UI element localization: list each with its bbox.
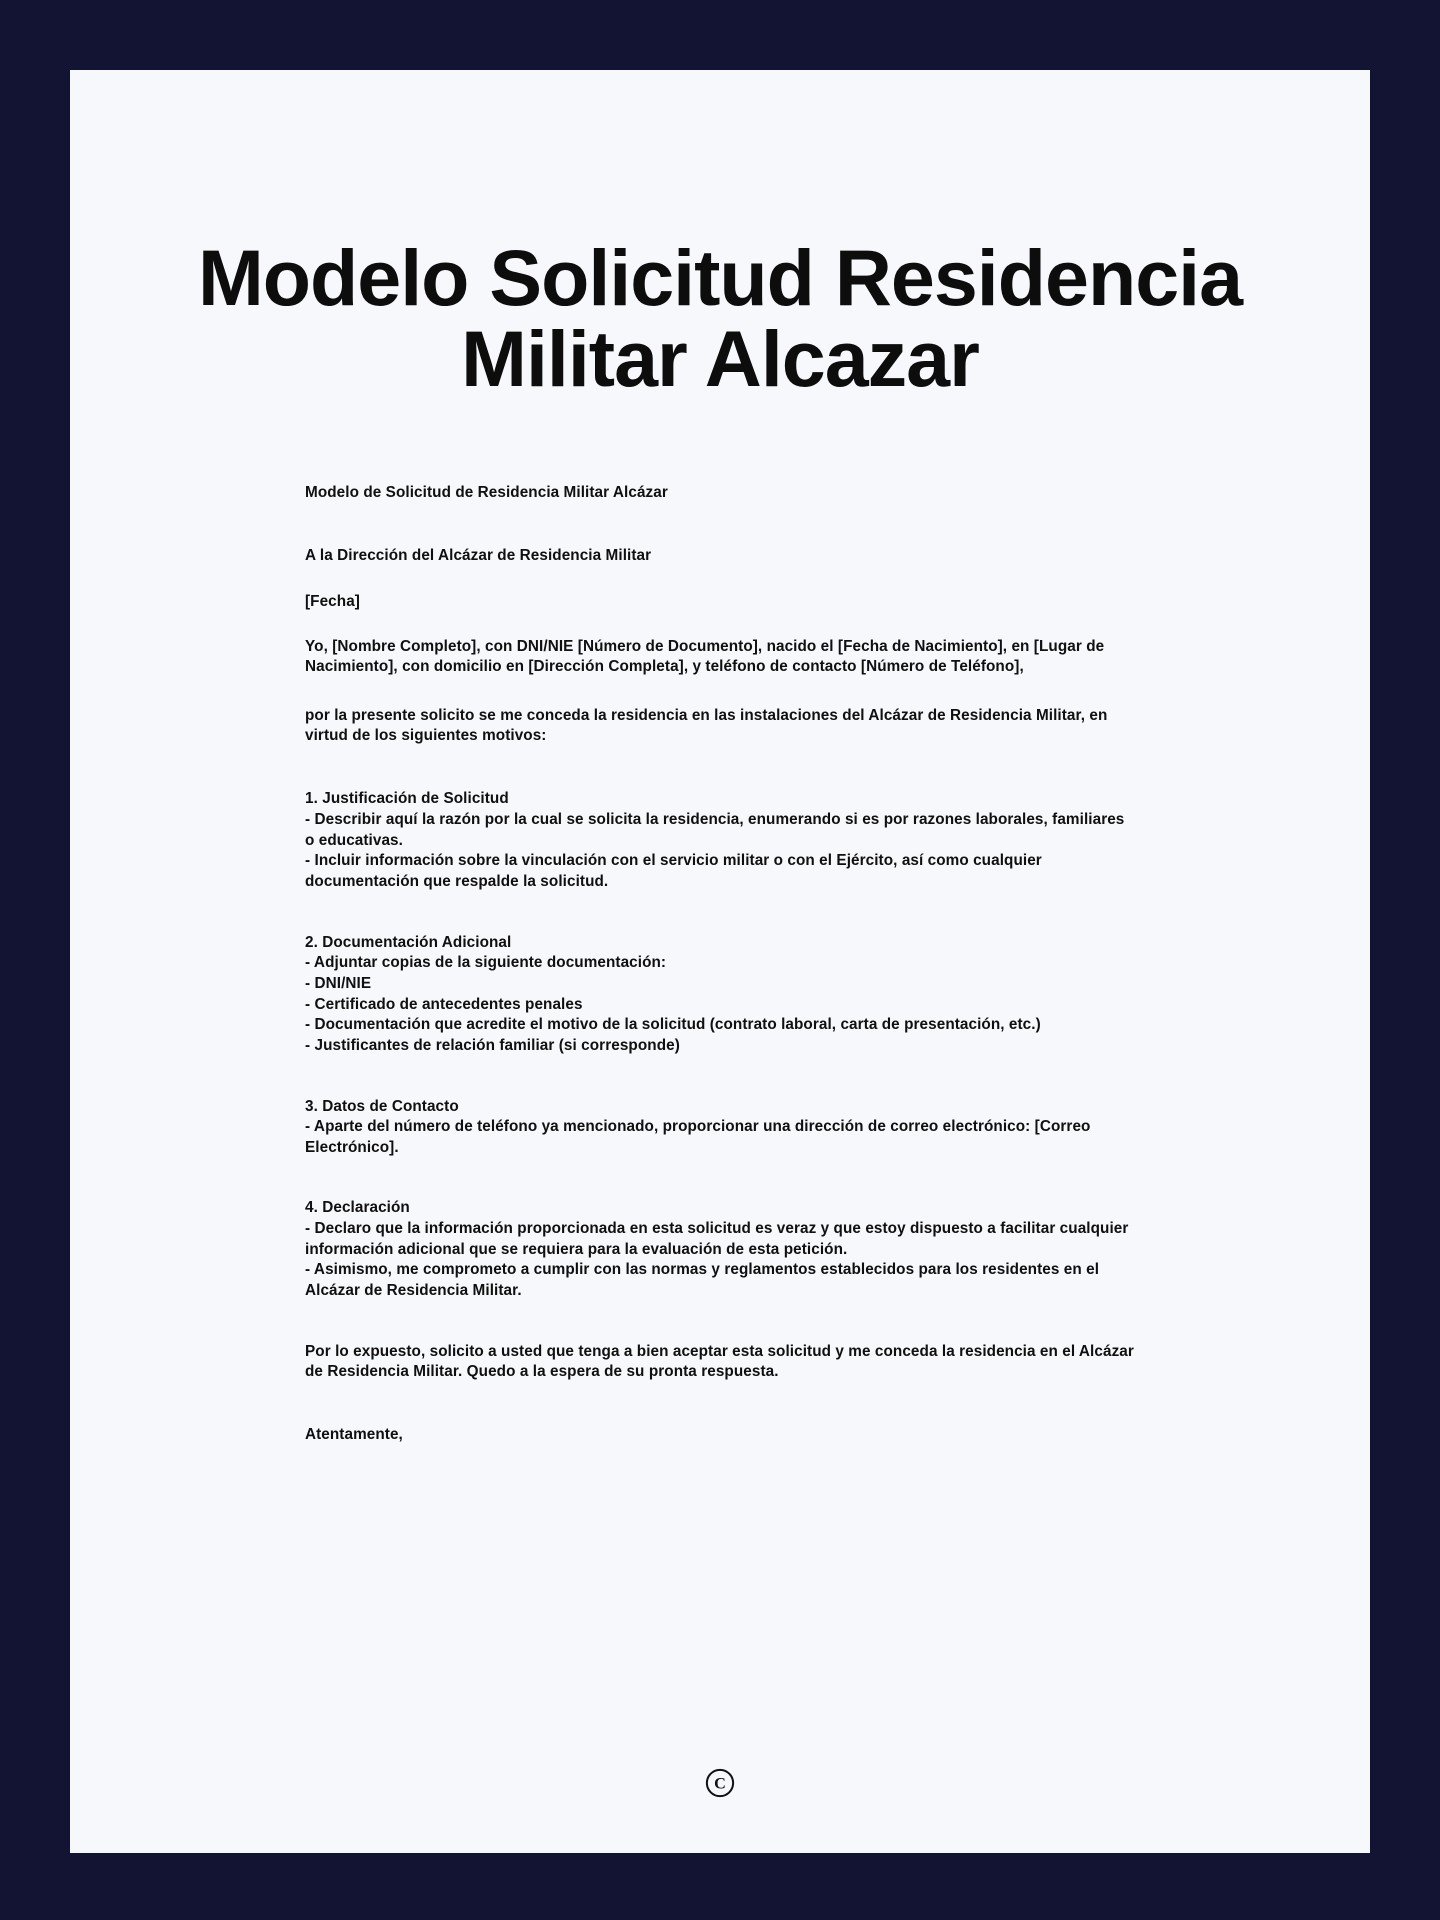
document-body (70, 483, 1370, 1445)
section-line: - Documentación que acredite el motivo de la solicitud (contrato laboral, carta de presentación, etc.) (305, 1016, 1041, 1034)
document-date: [Fecha] (305, 592, 360, 610)
section-heading: 3. Datos de Contacto (305, 1097, 459, 1115)
section-line: - Asimismo, me comprometo a cumplir con las normas y reglamentos establecidos para los residentes en el Alcázar de Residencia Militar. (305, 1261, 1100, 1299)
copyright-icon (705, 1765, 735, 1798)
document-request: por la presente solicito se me conceda la residencia en las instalaciones del Alcázar de Residencia Militar, en virtud de los siguientes motivos: (305, 707, 1108, 745)
section-line: - Justificantes de relación familiar (si corresponde) (305, 1036, 680, 1054)
document-heading: Modelo de Solicitud de Residencia Militar Alcázar (305, 484, 668, 502)
document-intro: Yo, [Nombre Completo], con DNI/NIE [Número de Documento], nacido el [Fecha de Nacimiento], en [Lugar de Nacimiento], con domicilio en [Dirección Completa], y teléfono de contacto [Número de Teléfono], (305, 637, 1105, 675)
section-declaracion (305, 1198, 1135, 1301)
section-line: - Incluir información sobre la vinculación con el servicio militar o con el Ejército, así como cualquier documentación que respalde la solicitud. (305, 852, 1042, 891)
section-line: - Declaro que la información proporcionada en esta solicitud es veraz y que estoy dispuesto a facilitar cualquier información adicional que se requiera para la evaluación de esta petición. (305, 1220, 1129, 1258)
document-closing: Por lo expuesto, solicito a usted que tenga a bien aceptar esta solicitud y me conceda la residencia en el Alcázar de Residencia Militar. Quedo a la espera de su pronta respuesta. (305, 1342, 1134, 1380)
page-title: Modelo Solicitud Residencia Militar Alcazar (197, 233, 1243, 403)
document-addressee: A la Dirección del Alcázar de Residencia Militar (305, 547, 652, 565)
section-heading: 2. Documentación Adicional (305, 933, 512, 951)
document-page (70, 70, 1370, 1853)
section-heading: 4. Declaración (305, 1199, 410, 1217)
section-heading: 1. Justificación de Solicitud (305, 790, 509, 808)
section-justificacion (305, 789, 1135, 892)
svg-text:C: C (714, 1774, 726, 1793)
section-line: - DNI/NIE (305, 974, 372, 992)
footer (70, 1767, 1370, 1798)
section-line: - Certificado de antecedentes penales (305, 995, 583, 1013)
section-line: - Describir aquí la razón por la cual se solicita la residencia, enumerando si es por razones laborales, familiares o educativas. (305, 811, 1125, 849)
document-signoff: Atentamente, (305, 1426, 403, 1444)
section-line: - Aparte del número de teléfono ya mencionado, proporcionar una dirección de correo electrónico: [Correo Electrónico]. (305, 1118, 1091, 1156)
section-datos-contacto (305, 1097, 1135, 1159)
section-line: - Adjuntar copias de la siguiente documentación: (305, 954, 667, 972)
section-documentacion (305, 933, 1135, 1057)
